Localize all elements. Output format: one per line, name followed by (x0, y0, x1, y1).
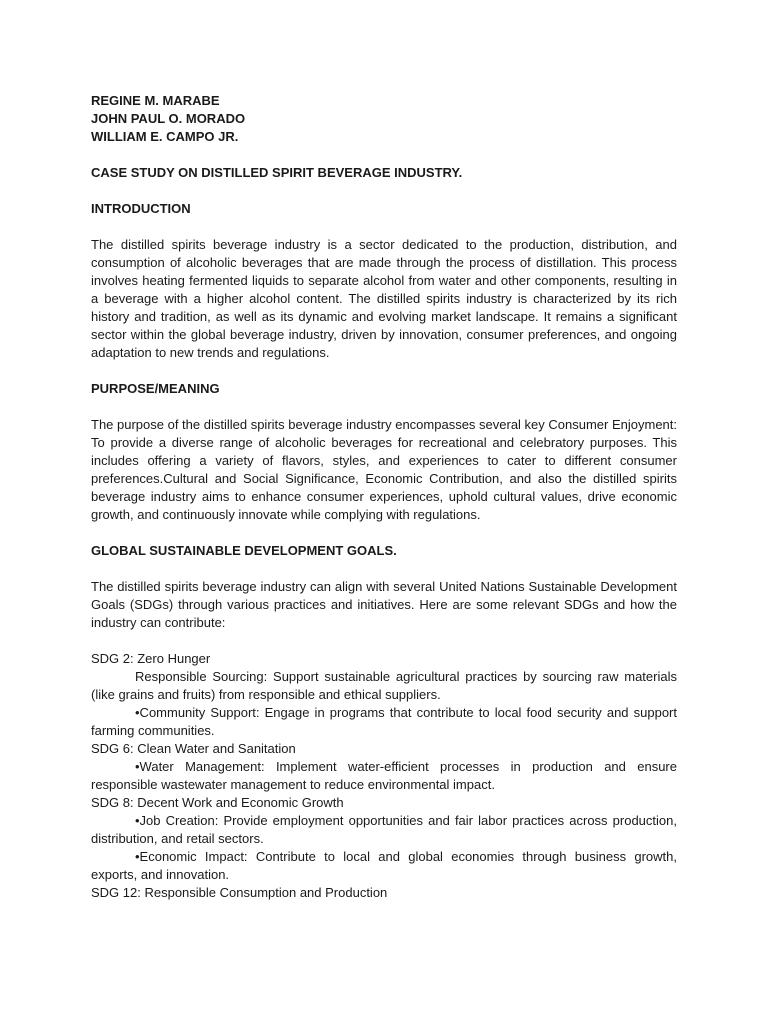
author-list (91, 92, 677, 146)
document-title: CASE STUDY ON DISTILLED SPIRIT BEVERAGE INDUSTRY. (91, 165, 463, 180)
introduction-heading: INTRODUCTION (91, 201, 191, 216)
sdg-title: SDG 6: Clean Water and Sanitation (91, 741, 296, 756)
sdg-title: SDG 12: Responsible Consumption and Production (91, 885, 388, 900)
sdg-intro-paragraph: The distilled spirits beverage industry can align with several United Nations Sustainable Development Goals (SDGs) through various practices and initiatives. Here are some relevant SDGs and how the industry can contribute: (91, 579, 677, 630)
document-page (91, 92, 677, 902)
sdg-list (91, 650, 677, 902)
purpose-paragraph: The purpose of the distilled spirits beverage industry encompasses several key Consumer Enjoyment: To provide a diverse range of alcoholic beverages for recreational and celebratory purposes. This includes offering a variety of flavors, styles, and experiences to cater to different consumer preferences.Cultural and Social Significance, Economic Contribution, and also the distilled spirits beverage industry aims to enhance consumer experiences, uphold cultural values, drive economic growth, and continuously innovate while complying with regulations. (91, 417, 678, 522)
author-name: JOHN PAUL O. MORADO (91, 111, 246, 126)
author-name: WILLIAM E. CAMPO JR. (91, 129, 239, 144)
sdg-heading: GLOBAL SUSTAINABLE DEVELOPMENT GOALS. (91, 543, 397, 558)
sdg-title: SDG 2: Zero Hunger (91, 651, 211, 666)
sdg-item: •Community Support: Engage in programs that contribute to local food security and support farming communities. (91, 705, 677, 738)
sdg-title: SDG 8: Decent Work and Economic Growth (91, 795, 344, 810)
sdg-item: Responsible Sourcing: Support sustainable agricultural practices by sourcing raw materials (like grains and fruits) from responsible and ethical suppliers. (91, 669, 677, 702)
introduction-paragraph: The distilled spirits beverage industry is a sector dedicated to the production, distribution, and consumption of alcoholic beverages that are made through the process of distillation. This process involves heating fermented liquids to separate alcohol from water and other components, resulting in a beverage with a higher alcohol content. The distilled spirits industry is characterized by its rich history and tradition, as well as its dynamic and evolving market landscape. It remains a significant sector within the global beverage industry, driven by innovation, consumer preferences, and ongoing adaptation to new trends and regulations. (91, 237, 677, 360)
author-name: REGINE M. MARABE (91, 93, 220, 108)
sdg-item: •Water Management: Implement water-efficient processes in production and ensure responsible wastewater management to reduce environmental impact. (91, 759, 677, 792)
sdg-item: •Job Creation: Provide employment opportunities and fair labor practices across production, distribution, and retail sectors. (91, 813, 677, 846)
purpose-heading: PURPOSE/MEANING (91, 381, 220, 396)
sdg-item: •Economic Impact: Contribute to local and global economies through business growth, exports, and innovation. (91, 849, 677, 882)
